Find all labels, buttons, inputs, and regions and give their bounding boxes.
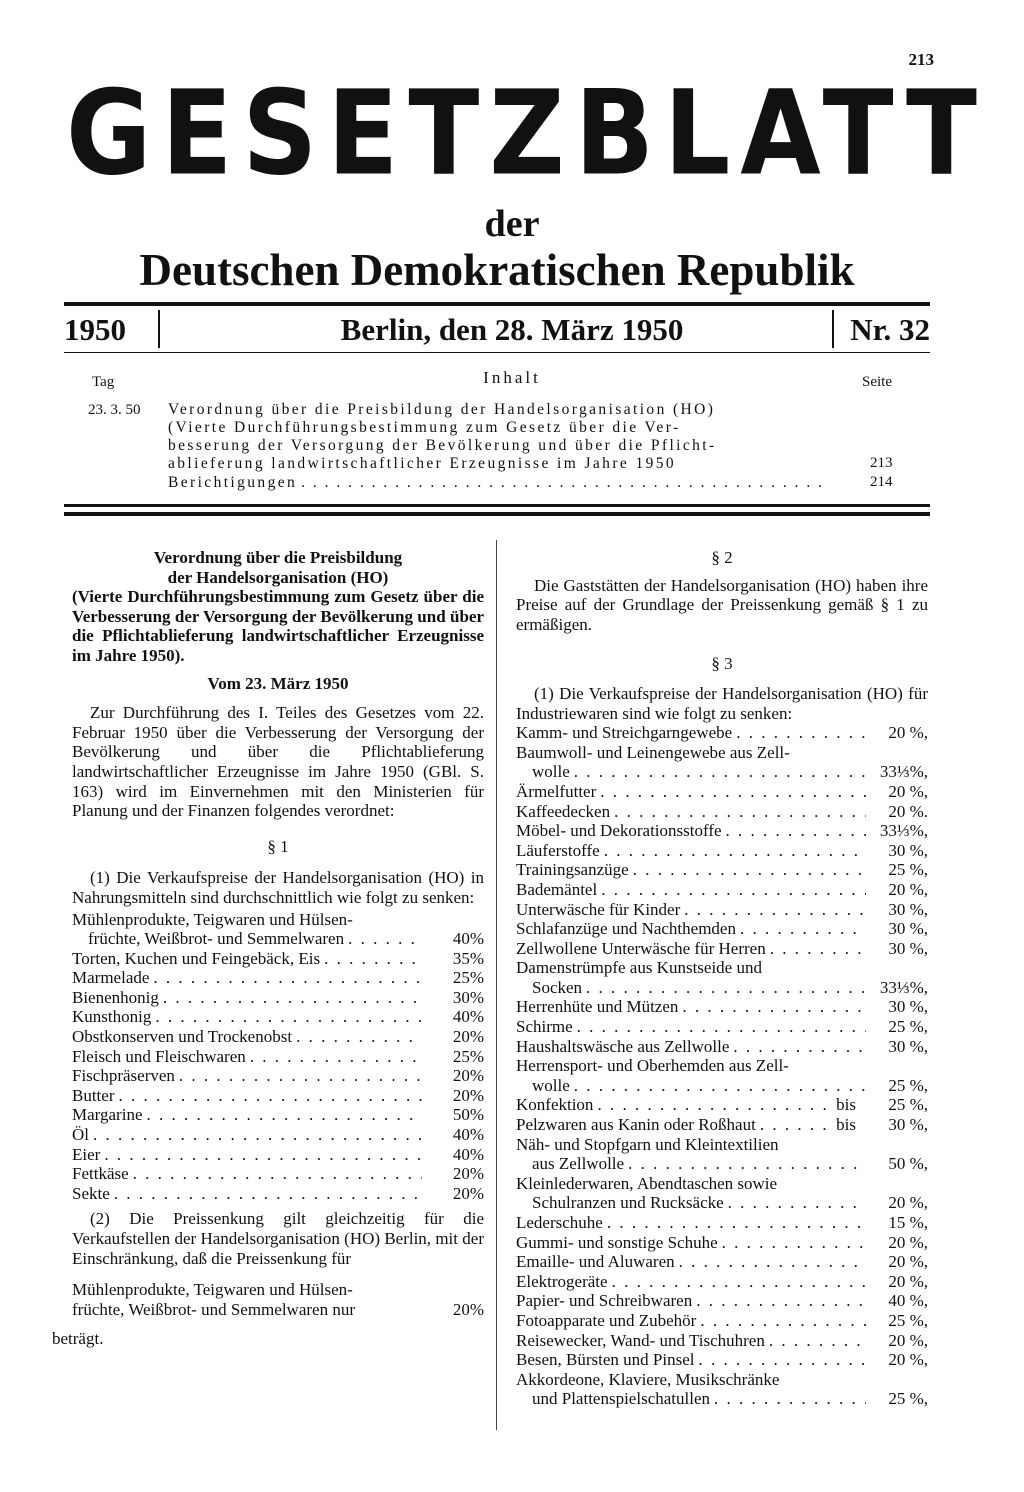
list-item	[72, 1164, 484, 1184]
leader-dots	[296, 1027, 422, 1047]
list-item	[516, 802, 928, 822]
section-3-intro: (1) Die Verkaufspreise der Handelsorganisation (HO) für Industriewaren sind wie folgt zu senken:	[516, 683, 928, 723]
list-item	[516, 919, 928, 939]
list-item-value: 20%	[452, 1085, 484, 1105]
list-item-value: 40%	[452, 1125, 484, 1145]
list-item-name: wolle	[532, 1075, 570, 1095]
leader-dots	[633, 860, 866, 880]
list-item	[516, 1115, 928, 1135]
list-item-value: 25%	[452, 968, 484, 988]
list-item-name: Zellwollene Unterwäsche für Herren	[516, 938, 766, 958]
list-item	[72, 1007, 484, 1027]
leader-dots	[628, 1154, 866, 1174]
list-item-name: Haushaltswäsche aus Zellwolle	[516, 1036, 730, 1056]
leader-dots	[684, 900, 866, 920]
list-item	[72, 1066, 484, 1086]
list-item-name: und Plattenspielschatullen	[532, 1389, 710, 1409]
list-item-qualifier: bis	[836, 1095, 856, 1115]
list-item-value: 30 %,	[888, 919, 928, 939]
leader-dots	[607, 1213, 866, 1233]
exception-value: 20%	[452, 1299, 484, 1319]
leader-dots	[722, 1233, 866, 1253]
preamble: Zur Durchführung des I. Teiles des Gesetzes vom 22. Februar 1950 über die Verbesserung der Versorgung der Bevölkerung und über die Pflichtablieferung landwirtschaftlicher Erzeugnisse im Jahre 1950 (GBl. S. 163) wird im Einvernehmen mit den Ministerien für Planung und der Finanzen folgendes verordnet:	[72, 703, 484, 821]
leader-dots	[760, 1115, 832, 1135]
list-item-value: 35%	[452, 948, 484, 968]
list-item	[72, 1047, 484, 1067]
leader-dots	[93, 1125, 422, 1145]
list-item-value: 20 %,	[888, 879, 928, 899]
toc-rule-bottom-2	[64, 512, 930, 516]
exception-block	[72, 1280, 484, 1319]
list-item-name: Lederschuhe	[516, 1213, 603, 1232]
list-item-name: Möbel- und Dekorationsstoffe	[516, 821, 722, 841]
list-item-name: Bienenhonig	[72, 987, 159, 1007]
list-item	[516, 1193, 928, 1213]
list-item	[72, 1184, 484, 1204]
list-item	[516, 723, 928, 743]
leader-dots	[728, 1193, 866, 1213]
leader-dots	[770, 939, 866, 959]
list-item-name: Pelzwaren aus Kanin oder Roßhaut	[516, 1115, 756, 1135]
leader-dots	[714, 1389, 866, 1409]
leader-dots	[696, 1291, 866, 1311]
toc-entry-page: 214	[870, 474, 893, 490]
section-1-heading: § 1	[267, 836, 289, 856]
list-item	[516, 1213, 928, 1233]
list-item	[72, 968, 484, 988]
list-item-line1: Damenstrümpfe aus Kunstseide und	[516, 958, 762, 978]
list-item-name: Ärmelfutter	[516, 781, 597, 801]
list-item	[516, 1291, 928, 1311]
list-item	[516, 1017, 928, 1037]
list-item-name: Öl	[72, 1125, 89, 1145]
list-item	[72, 1145, 484, 1165]
right-column	[516, 548, 928, 1409]
list-item-name: Emaille- und Aluwaren	[516, 1252, 675, 1272]
list-item-name: Gummi- und sonstige Schuhe	[516, 1232, 718, 1252]
list-item	[516, 1252, 928, 1272]
food-price-list	[72, 910, 484, 1204]
leader-dots	[740, 919, 866, 939]
list-item-value: 30 %,	[888, 1036, 928, 1056]
list-item-name: Trainingsanzüge	[516, 860, 629, 880]
toc-entry-page: 213	[870, 455, 893, 471]
section-1-end: beträgt.	[52, 1329, 104, 1349]
list-item	[516, 1233, 928, 1253]
list-item	[72, 949, 484, 969]
leader-dots	[614, 802, 866, 822]
list-item-value: 40%	[452, 1144, 484, 1164]
list-item-name: Läuferstoffe	[516, 840, 600, 860]
leader-dots	[250, 1047, 422, 1067]
ordinance-subtitle: (Vierte Durchführungsbestimmung zum Gesetz über die Verbesserung der Versorgung der Bevölkerung und über die Pflichtablieferung landwirtschaftlicher Erzeugnisse im Jahre 1950).	[72, 587, 484, 665]
masthead-der: der	[484, 203, 540, 245]
list-item-value: 20 %,	[888, 1350, 928, 1370]
list-item-value: 20 %,	[888, 1232, 928, 1252]
leader-dots	[612, 1272, 866, 1292]
list-item-name: Fleisch und Fleischwaren	[72, 1046, 246, 1066]
list-item-value: 30 %,	[888, 938, 928, 958]
list-item	[516, 900, 928, 920]
leader-dots	[733, 1037, 866, 1057]
toc-rule-bottom	[64, 504, 930, 507]
list-item-line1: Akkordeone, Klaviere, Musikschränke	[516, 1369, 780, 1389]
list-item-value: 30 %,	[888, 1115, 928, 1135]
list-item-name: Bademäntel	[516, 879, 598, 899]
list-item-name: Margarine	[72, 1105, 143, 1125]
list-item-value: 20 %,	[888, 781, 928, 801]
leader-dots	[604, 841, 866, 861]
list-item-value: 20%	[452, 1183, 484, 1203]
list-item-line1: Näh- und Stopfgarn und Kleintextilien	[516, 1134, 779, 1154]
list-item-value: 40%	[452, 929, 484, 949]
list-item	[516, 782, 928, 802]
list-item-value: 20%	[452, 1164, 484, 1184]
leader-dots	[600, 782, 866, 802]
masthead-republic: Deutschen Demokratischen Republik	[139, 245, 855, 295]
exception-text: früchte, Weißbrot- und Semmelwaren nur	[72, 1299, 355, 1319]
list-item-name: aus Zellwolle	[532, 1154, 625, 1174]
list-item-name: Obstkonserven und Trockenobst	[72, 1027, 293, 1047]
list-item-name: Kaffeedecken	[516, 801, 611, 821]
list-item-name: Socken	[532, 977, 583, 997]
toc-entry-line: (Vierte Durchführungsbestimmung zum Gesetz über die Ver-	[168, 419, 681, 436]
section-1-para-2: (2) Die Preissenkung gilt gleichzeitig für die Verkaufstellen der Handelsorganisation (HO) Berlin, mit der Einschränkung, daß die Preissenkung für	[72, 1209, 484, 1268]
list-item-value: 40 %,	[888, 1291, 928, 1311]
leader-dots	[601, 880, 866, 900]
list-item-name: Fettkäse	[72, 1164, 129, 1184]
leader-dots	[324, 949, 422, 969]
list-item-qualifier: bis	[836, 1115, 856, 1135]
exception-line-1: Mühlenprodukte, Teigwaren und Hülsen-	[72, 1280, 353, 1300]
leader-dots	[577, 1017, 866, 1037]
list-item	[516, 1389, 928, 1409]
list-item	[516, 1311, 928, 1331]
issue-number: Nr. 32	[850, 312, 930, 347]
list-item	[516, 978, 928, 998]
list-item-name: wolle	[532, 762, 570, 782]
leader-dots	[679, 1252, 866, 1272]
list-item-value: 33⅓%,	[879, 977, 928, 997]
leader-dots	[682, 997, 866, 1017]
list-item-value: 30 %,	[888, 840, 928, 860]
issue-dateline: Berlin, den 28. März 1950	[340, 312, 684, 347]
list-item-name: Schlafanzüge und Nachthemden	[516, 919, 736, 939]
list-item-value: 50%	[452, 1105, 484, 1125]
list-item	[72, 1027, 484, 1047]
list-item	[516, 762, 928, 782]
header-rule-top	[64, 302, 930, 306]
toc-entry-line: Verordnung über die Preisbildung der Handelsorganisation (HO)	[168, 401, 716, 418]
list-item	[516, 1350, 928, 1370]
leader-dots	[114, 1184, 422, 1204]
list-item	[516, 1331, 928, 1351]
column-divider	[496, 540, 497, 1430]
section-1-intro: (1) Die Verkaufspreise der Handelsorganisation (HO) in Nahrungsmitteln sind durchschnittlich wie folgt zu senken:	[72, 868, 484, 907]
leader-dots	[163, 988, 422, 1008]
list-item-value: 25 %,	[888, 1389, 928, 1409]
list-item-name: Reisewecker, Wand- und Tischuhren	[516, 1330, 765, 1350]
page-number: 213	[908, 50, 934, 69]
list-item	[516, 860, 928, 880]
list-item-value: 15 %,	[888, 1213, 928, 1232]
ordinance-title-line1: Verordnung über die Preisbildung	[153, 548, 403, 567]
list-item-name: Butter	[72, 1085, 115, 1105]
list-item	[516, 1076, 928, 1096]
list-item-name: Kunsthonig	[72, 1007, 152, 1027]
toc-entry-line: besserung der Versorgung der Bevölkerung und über die Pflicht-	[168, 437, 717, 454]
list-item-name: Besen, Bürsten und Pinsel	[516, 1350, 695, 1370]
list-item-line1: Mühlenprodukte, Teigwaren und Hülsen-	[72, 909, 353, 929]
list-item-value: 30%	[452, 987, 484, 1007]
leader-dots	[153, 968, 422, 988]
toc-title: Inhalt	[483, 368, 541, 387]
list-item-value: 25 %,	[888, 1017, 928, 1037]
list-item	[72, 929, 484, 949]
list-item	[516, 1095, 928, 1115]
list-item-value: 20 %,	[888, 1193, 928, 1213]
list-item-value: 40%	[452, 1007, 484, 1027]
leader-dots	[301, 474, 824, 492]
toc-entry-date: 23. 3. 50	[88, 402, 141, 418]
list-item-value: 20 %,	[888, 1252, 928, 1272]
list-item	[72, 1086, 484, 1106]
list-item-name: Elektrogeräte	[516, 1271, 608, 1291]
issue-year: 1950	[64, 312, 126, 347]
list-item-value: 33⅓%,	[879, 821, 928, 841]
list-item-value: 33⅓%,	[879, 762, 928, 782]
toc-col-page: Seite	[862, 374, 892, 390]
list-item	[516, 880, 928, 900]
list-item-name: Marmelade	[72, 968, 150, 988]
list-item-value: 20 %,	[888, 1330, 928, 1350]
leader-dots	[574, 762, 866, 782]
list-item-name: Sekte	[72, 1183, 110, 1203]
list-item-name: Fischpräserven	[72, 1066, 175, 1086]
leader-dots	[700, 1311, 866, 1331]
list-item-line1: Kleinlederwaren, Abendtaschen sowie	[516, 1173, 778, 1193]
exception-line-2	[72, 1300, 484, 1320]
list-item-value: 20%	[452, 1027, 484, 1047]
toc-col-day: Tag	[92, 374, 115, 390]
leader-dots	[586, 978, 866, 998]
toc-entry-line: ablieferung landwirtschaftlicher Erzeugnisse im Jahre 1950	[168, 455, 677, 472]
list-item-value: 30 %,	[888, 899, 928, 919]
list-item	[72, 1105, 484, 1125]
list-item	[516, 1272, 928, 1292]
list-item-value: 50 %,	[888, 1154, 928, 1174]
leader-dots	[574, 1076, 866, 1096]
list-item-name: Torten, Kuchen und Feingebäck, Eis	[72, 948, 321, 968]
leader-dots	[179, 1066, 422, 1086]
left-column	[52, 548, 484, 1349]
list-item	[516, 1154, 928, 1174]
header-rule-bottom	[64, 352, 930, 353]
list-item-value: 25 %,	[888, 1095, 928, 1115]
list-item	[516, 997, 928, 1017]
list-item-name: Kamm- und Streichgarngewebe	[516, 723, 733, 743]
leader-dots	[597, 1095, 832, 1115]
list-item-value: 25 %,	[888, 1075, 928, 1095]
section-2-text: Die Gaststätten der Handelsorganisation (HO) haben ihre Preise auf der Grundlage der Preissenkung gemäß § 1 zu ermäßigen.	[516, 575, 928, 634]
leader-dots	[699, 1350, 867, 1370]
list-item	[72, 1125, 484, 1145]
toc-entry-label: Berichtigungen	[168, 474, 298, 491]
leader-dots	[736, 723, 866, 743]
section-3-heading: § 3	[711, 654, 733, 674]
list-item-value: 25%	[452, 1046, 484, 1066]
list-item-value: 20 %.	[888, 801, 928, 821]
leader-dots	[147, 1105, 423, 1125]
list-item-line1: Baumwoll- und Leinengewebe aus Zell-	[516, 742, 790, 762]
list-item	[72, 988, 484, 1008]
leader-dots	[133, 1164, 422, 1184]
section-2-heading: § 2	[711, 548, 733, 567]
leader-dots	[726, 821, 866, 841]
list-item-name: Schulranzen und Rucksäcke	[532, 1193, 724, 1213]
list-item-name: Herrenhüte und Mützen	[516, 997, 679, 1017]
list-item-name: Fotoapparate und Zubehör	[516, 1310, 697, 1330]
industrial-price-list	[516, 723, 928, 1409]
leader-dots	[348, 929, 422, 949]
list-item-name: Schirme	[516, 1017, 573, 1037]
masthead-title: GESETZBLATT	[66, 64, 987, 202]
list-item	[516, 821, 928, 841]
list-item-value: 25 %,	[888, 860, 928, 880]
leader-dots	[155, 1007, 422, 1027]
list-item	[516, 1037, 928, 1057]
leader-dots	[769, 1331, 866, 1351]
toc-entry-corrections	[168, 474, 828, 494]
list-item	[516, 841, 928, 861]
list-item-value: 20 %,	[888, 723, 928, 743]
list-item-name: Papier- und Schreibwaren	[516, 1291, 693, 1311]
list-item-name: früchte, Weißbrot- und Semmelwaren	[88, 929, 345, 949]
ordinance-title-line2: der Handelsorganisation (HO)	[167, 567, 389, 587]
leader-dots	[104, 1145, 422, 1165]
list-item-value: 30 %,	[888, 997, 928, 1017]
leader-dots	[119, 1086, 423, 1106]
list-item-name: Eier	[72, 1144, 101, 1164]
list-item-name: Konfektion	[516, 1095, 594, 1115]
list-item-line1: Herrensport- und Oberhemden aus Zell-	[516, 1056, 789, 1076]
list-item-value: 20 %,	[888, 1271, 928, 1291]
ordinance-date: Vom 23. März 1950	[207, 673, 349, 693]
list-item-name: Unterwäsche für Kinder	[516, 899, 681, 919]
list-item	[516, 939, 928, 959]
list-item-value: 25 %,	[888, 1310, 928, 1330]
list-item-value: 20%	[452, 1066, 484, 1086]
